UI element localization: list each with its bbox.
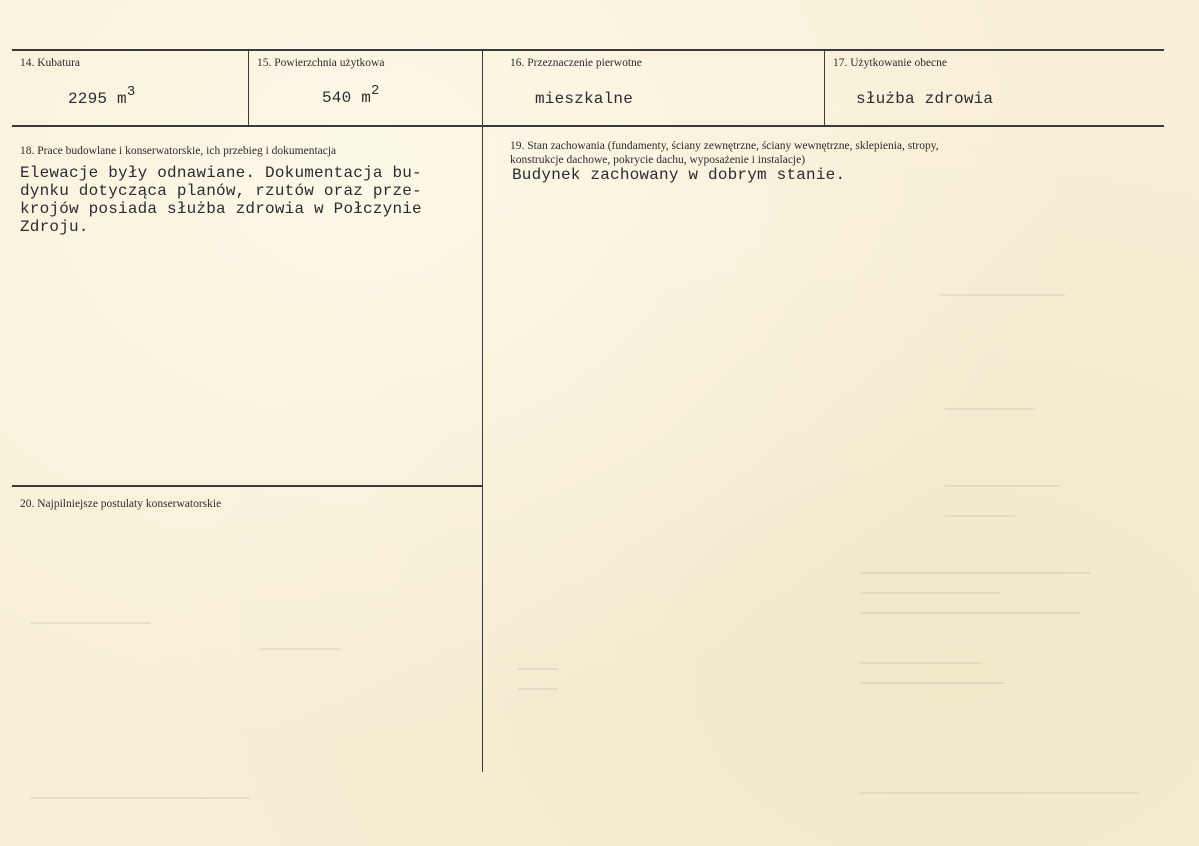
field-17-label: 17. Użytkowanie obecne [833, 57, 948, 69]
show-through-mark [30, 622, 150, 624]
field-16-value: mieszkalne [535, 90, 634, 108]
divider-14-15 [248, 50, 249, 125]
field-18-line-2: dynku dotycząca planów, rzutów oraz prze- [20, 182, 422, 200]
field-19-label-line-1: 19. Stan zachowania (fundamenty, ściany zewnętrzne, ściany wewnętrzne, sklepienia, stropy, [510, 140, 939, 152]
show-through-mark [945, 408, 1035, 410]
field-14-number: 2295 m [68, 90, 127, 108]
top-rule [12, 49, 1164, 51]
divider-15-16 [482, 50, 483, 772]
field-18-label: 18. Prace budowlane i konserwatorskie, ich przebieg i dokumentacja [20, 145, 337, 157]
rule-below-row1 [12, 125, 1164, 127]
field-19-value: Budynek zachowany w dobrym stanie. [512, 166, 846, 184]
show-through-mark [860, 592, 1000, 594]
field-15-number: 540 m [322, 89, 372, 107]
field-15-value [322, 83, 380, 108]
rule-below-field18 [12, 485, 482, 487]
field-14-value [68, 84, 136, 109]
show-through-mark [945, 515, 1015, 517]
show-through-mark [518, 668, 558, 670]
show-through-mark [518, 688, 558, 690]
field-19-label-line-2: konstrukcje dachowe, pokrycie dachu, wyposażenie i instalacje) [510, 154, 806, 166]
show-through-mark [30, 797, 250, 799]
show-through-mark [945, 485, 1060, 487]
show-through-mark [860, 572, 1090, 574]
show-through-mark [260, 648, 340, 650]
field-15-label: 15. Powierzchnia użytkowa [257, 57, 385, 69]
field-14-label: 14. Kubatura [20, 57, 81, 69]
field-18-line-3: krojów posiada służba zdrowia w Połczynie [20, 200, 422, 218]
show-through-mark [860, 612, 1080, 614]
field-17-value: służba zdrowia [856, 90, 994, 108]
field-18-line-4: Zdroju. [20, 218, 89, 236]
field-14-exponent: 3 [126, 84, 136, 100]
field-20-label: 20. Najpilniejsze postulaty konserwatorskie [20, 498, 222, 510]
field-16-label: 16. Przeznaczenie pierwotne [510, 57, 642, 69]
divider-16-17 [824, 50, 825, 125]
field-18-line-1: Elewacje były odnawiane. Dokumentacja bu- [20, 164, 422, 182]
show-through-mark [860, 662, 980, 664]
show-through-mark [860, 792, 1140, 794]
show-through-mark [860, 682, 1005, 684]
show-through-mark [940, 294, 1065, 296]
field-15-exponent: 2 [371, 83, 380, 99]
